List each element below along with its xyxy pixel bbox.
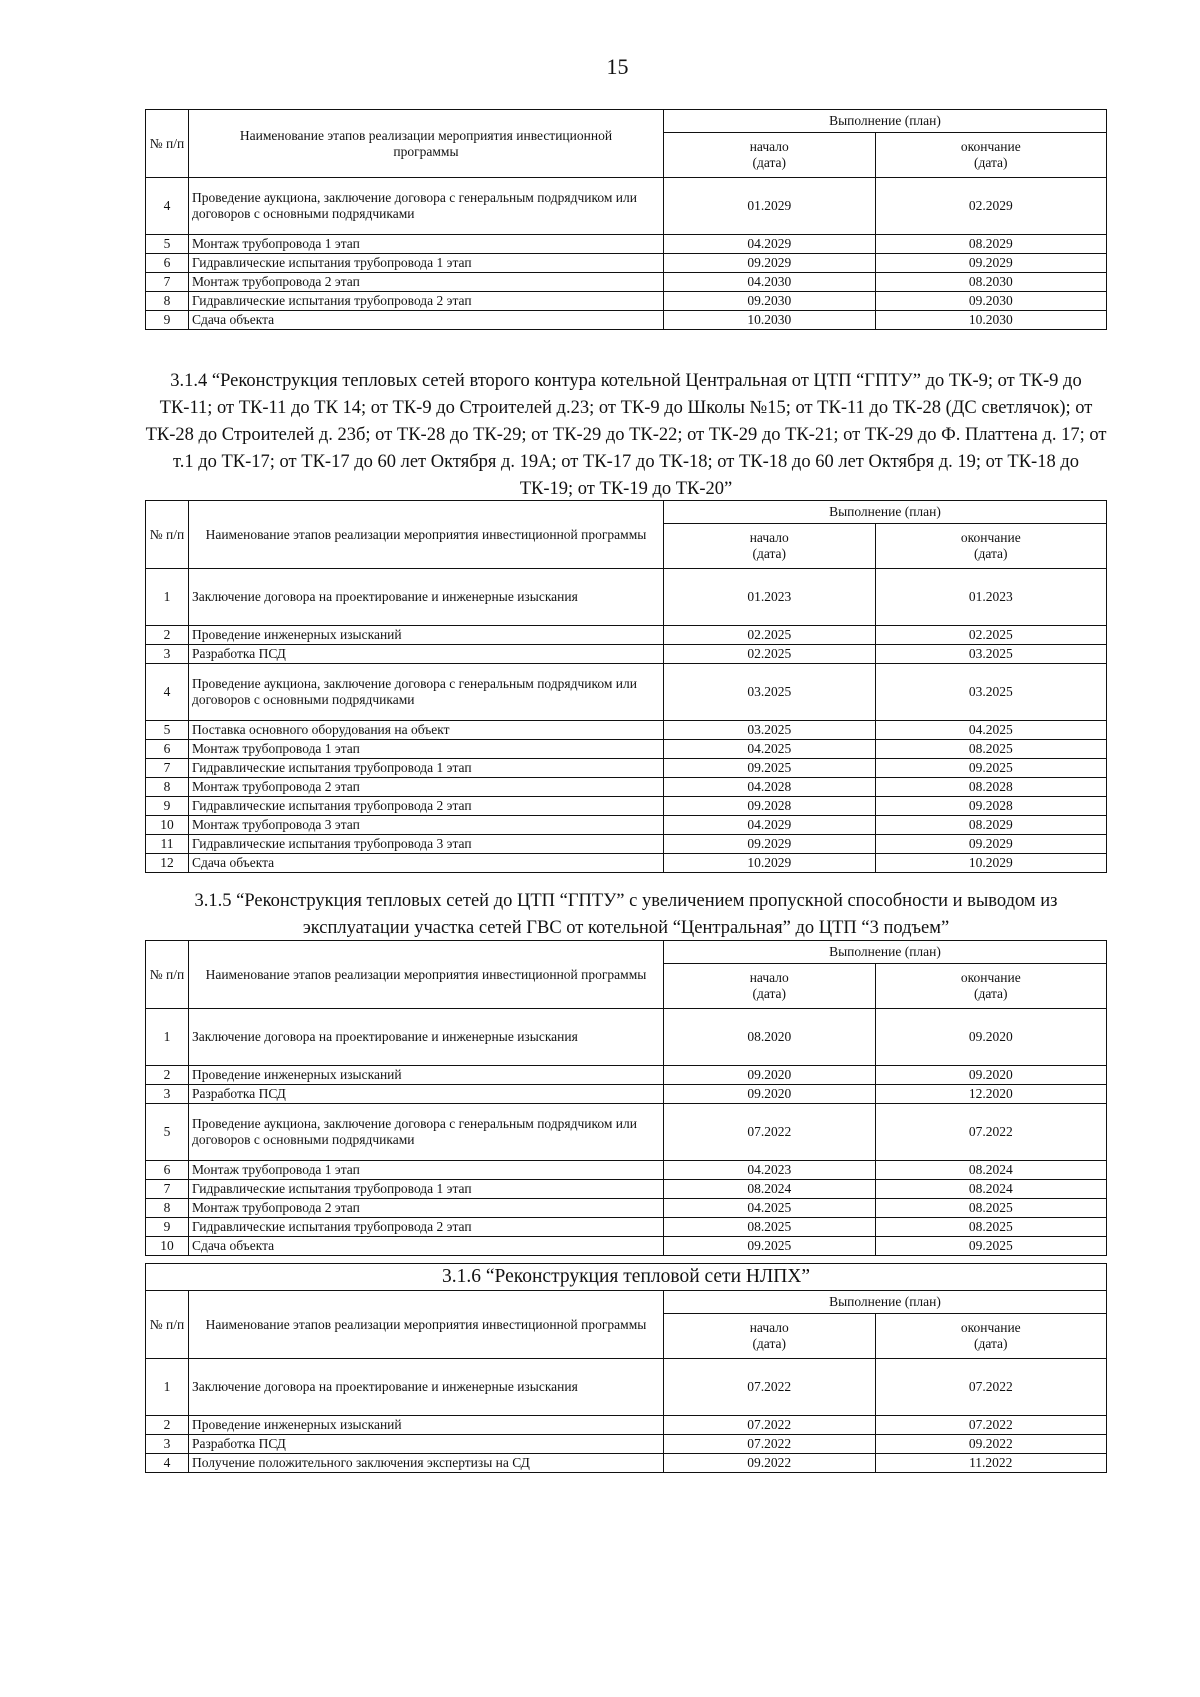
row-stage-name: Монтаж трубопровода 2 этап — [188, 1199, 663, 1218]
row-end-date: 09.2025 — [875, 759, 1106, 778]
row-start-date: 02.2025 — [663, 645, 875, 664]
header-num: № п/п — [146, 1291, 189, 1359]
row-number: 7 — [146, 1180, 189, 1199]
row-end-date: 08.2024 — [875, 1161, 1106, 1180]
header-name: Наименование этапов реализации мероприятия инвестиционной программы — [188, 501, 663, 569]
row-stage-name: Монтаж трубопровода 1 этап — [188, 235, 663, 254]
row-start-date: 09.2028 — [663, 797, 875, 816]
row-end-date: 08.2028 — [875, 778, 1106, 797]
row-start-date: 04.2028 — [663, 778, 875, 797]
row-number: 5 — [146, 235, 189, 254]
row-start-date: 08.2024 — [663, 1180, 875, 1199]
row-stage-name: Гидравлические испытания трубопровода 2 этап — [188, 1218, 663, 1237]
row-end-date: 09.2022 — [875, 1435, 1106, 1454]
row-start-date: 01.2023 — [663, 569, 875, 626]
table-row — [146, 1199, 1107, 1218]
header-start: начало (дата) — [663, 133, 875, 178]
row-start-date: 10.2030 — [663, 311, 875, 330]
row-end-date: 02.2025 — [875, 626, 1106, 645]
row-stage-name: Сдача объекта — [188, 854, 663, 873]
table-314 — [145, 500, 1107, 873]
row-number: 8 — [146, 1199, 189, 1218]
table-row — [146, 835, 1107, 854]
row-end-date: 10.2029 — [875, 854, 1106, 873]
row-number: 2 — [146, 626, 189, 645]
row-stage-name: Проведение инженерных изысканий — [188, 1066, 663, 1085]
row-start-date: 07.2022 — [663, 1435, 875, 1454]
row-end-date: 10.2030 — [875, 311, 1106, 330]
row-number: 5 — [146, 1104, 189, 1161]
row-stage-name: Заключение договора на проектирование и инженерные изыскания — [188, 569, 663, 626]
table-315 — [145, 940, 1107, 1256]
row-start-date: 10.2029 — [663, 854, 875, 873]
row-number: 4 — [146, 664, 189, 721]
row-end-date: 12.2020 — [875, 1085, 1106, 1104]
table-row — [146, 1161, 1107, 1180]
row-end-date: 07.2022 — [875, 1359, 1106, 1416]
row-end-date: 07.2022 — [875, 1104, 1106, 1161]
row-start-date: 07.2022 — [663, 1416, 875, 1435]
table-row — [146, 235, 1107, 254]
table-row — [146, 1180, 1107, 1199]
row-start-date: 04.2025 — [663, 1199, 875, 1218]
header-name: Наименование этапов реализации мероприятия инвестиционной программы — [188, 110, 663, 178]
section-315-title: 3.1.5 “Реконструкция тепловых сетей до ЦТП “ГПТУ” с увеличением пропускной способности и выводом из эксплуатации участка сетей ГВС от котельной “Центральная” до ЦТП “3 подъем” — [194, 891, 1058, 938]
table-row — [146, 1066, 1107, 1085]
row-end-date: 09.2029 — [875, 835, 1106, 854]
row-start-date: 09.2030 — [663, 292, 875, 311]
table-row — [146, 816, 1107, 835]
table-row — [146, 664, 1107, 721]
header-start: начало (дата) — [663, 964, 875, 1009]
row-stage-name: Разработка ПСД — [188, 1085, 663, 1104]
row-stage-name: Заключение договора на проектирование и инженерные изыскания — [188, 1359, 663, 1416]
header-name: Наименование этапов реализации мероприятия инвестиционной программы — [188, 941, 663, 1009]
table-row — [146, 292, 1107, 311]
table-row — [146, 626, 1107, 645]
header-num: № п/п — [146, 501, 189, 569]
table-row — [146, 1359, 1107, 1416]
row-stage-name: Проведение инженерных изысканий — [188, 626, 663, 645]
row-number: 1 — [146, 1009, 189, 1066]
row-stage-name: Монтаж трубопровода 3 этап — [188, 816, 663, 835]
header-end: окончание (дата) — [875, 1314, 1106, 1359]
row-number: 6 — [146, 740, 189, 759]
table-row — [146, 1009, 1107, 1066]
header-start: начало (дата) — [663, 1314, 875, 1359]
table-row — [146, 1104, 1107, 1161]
row-number: 12 — [146, 854, 189, 873]
row-end-date: 09.2028 — [875, 797, 1106, 816]
row-stage-name: Проведение аукциона, заключение договора с генеральным подрядчиком или договоров с основными подрядчиками — [188, 178, 663, 235]
row-start-date: 09.2025 — [663, 759, 875, 778]
row-stage-name: Гидравлические испытания трубопровода 2 этап — [188, 292, 663, 311]
row-stage-name: Разработка ПСД — [188, 1435, 663, 1454]
row-start-date: 09.2025 — [663, 1237, 875, 1256]
row-start-date: 03.2025 — [663, 721, 875, 740]
row-number: 1 — [146, 1359, 189, 1416]
header-end: окончание (дата) — [875, 964, 1106, 1009]
row-start-date: 04.2030 — [663, 273, 875, 292]
row-stage-name: Сдача объекта — [188, 311, 663, 330]
row-start-date: 07.2022 — [663, 1359, 875, 1416]
row-number: 3 — [146, 1435, 189, 1454]
row-stage-name: Проведение инженерных изысканий — [188, 1416, 663, 1435]
table-row — [146, 1435, 1107, 1454]
row-number: 9 — [146, 797, 189, 816]
table-continuation — [145, 109, 1107, 330]
row-number: 11 — [146, 835, 189, 854]
row-start-date: 09.2029 — [663, 835, 875, 854]
row-number: 2 — [146, 1416, 189, 1435]
table-row — [146, 1454, 1107, 1473]
row-end-date: 08.2029 — [875, 235, 1106, 254]
row-stage-name: Гидравлические испытания трубопровода 1 этап — [188, 759, 663, 778]
row-end-date: 08.2025 — [875, 1199, 1106, 1218]
table-row — [146, 178, 1107, 235]
header-num: № п/п — [146, 110, 189, 178]
header-exec: Выполнение (план) — [663, 501, 1106, 524]
header-name: Наименование этапов реализации мероприятия инвестиционной программы — [188, 1291, 663, 1359]
page-number: 15 — [606, 54, 629, 79]
row-start-date: 01.2029 — [663, 178, 875, 235]
table-row — [146, 797, 1107, 816]
row-start-date: 09.2020 — [663, 1085, 875, 1104]
row-number: 3 — [146, 1085, 189, 1104]
row-number: 9 — [146, 1218, 189, 1237]
row-start-date: 09.2020 — [663, 1066, 875, 1085]
row-number: 8 — [146, 292, 189, 311]
table-row — [146, 1218, 1107, 1237]
row-start-date: 07.2022 — [663, 1104, 875, 1161]
row-end-date: 08.2025 — [875, 740, 1106, 759]
row-end-date: 09.2029 — [875, 254, 1106, 273]
row-end-date: 09.2020 — [875, 1009, 1106, 1066]
row-number: 10 — [146, 1237, 189, 1256]
row-stage-name: Разработка ПСД — [188, 645, 663, 664]
row-number: 3 — [146, 645, 189, 664]
row-start-date: 08.2020 — [663, 1009, 875, 1066]
row-number: 2 — [146, 1066, 189, 1085]
table-row — [146, 721, 1107, 740]
row-start-date: 04.2023 — [663, 1161, 875, 1180]
row-end-date: 08.2024 — [875, 1180, 1106, 1199]
table-row — [146, 569, 1107, 626]
row-end-date: 11.2022 — [875, 1454, 1106, 1473]
row-stage-name: Монтаж трубопровода 1 этап — [188, 740, 663, 759]
header-end: окончание (дата) — [875, 524, 1106, 569]
row-number: 4 — [146, 1454, 189, 1473]
row-end-date: 09.2030 — [875, 292, 1106, 311]
row-number: 6 — [146, 254, 189, 273]
table-row — [146, 273, 1107, 292]
table-row — [146, 854, 1107, 873]
row-number: 9 — [146, 311, 189, 330]
table-row — [146, 759, 1107, 778]
row-end-date: 07.2022 — [875, 1416, 1106, 1435]
row-stage-name: Проведение аукциона, заключение договора с генеральным подрядчиком или договоров с основными подрядчиками — [188, 664, 663, 721]
row-stage-name: Заключение договора на проектирование и инженерные изыскания — [188, 1009, 663, 1066]
table-316 — [145, 1263, 1107, 1473]
header-exec: Выполнение (план) — [663, 1291, 1106, 1314]
row-start-date: 08.2025 — [663, 1218, 875, 1237]
row-number: 5 — [146, 721, 189, 740]
table-row — [146, 311, 1107, 330]
row-number: 1 — [146, 569, 189, 626]
section-316-title: 3.1.6 “Реконструкция тепловой сети НЛПХ” — [146, 1264, 1107, 1291]
section-314-title: 3.1.4 “Реконструкция тепловых сетей второго контура котельной Центральная от ЦТП “ГПТУ” до ТК-9; от ТК-9 до ТК-11; от ТК-11 до ТК 14; от ТК-9 до Строителей д.23; от ТК-9 до Школы №15; от ТК-11 до ТК-28 (ДС светлячок); от ТК-28 до Строителей д. 23б; от ТК-28 до ТК-29; от ТК-29 до ТК-22; от ТК-29 до ТК-21; от ТК-29 до Ф. Платтена д. 17; от т.1 до ТК-17; от ТК-17 до 60 лет Октября д. 19А; от ТК-17 до ТК-18; от ТК-18 до 60 лет Октября д. 19; от ТК-18 до ТК-19; от ТК-19 до ТК-20” — [145, 371, 1107, 499]
header-exec: Выполнение (план) — [663, 941, 1106, 964]
row-number: 10 — [146, 816, 189, 835]
row-end-date: 08.2025 — [875, 1218, 1106, 1237]
row-number: 7 — [146, 759, 189, 778]
table-row — [146, 1237, 1107, 1256]
row-start-date: 02.2025 — [663, 626, 875, 645]
row-stage-name: Сдача объекта — [188, 1237, 663, 1256]
header-end: окончание (дата) — [875, 133, 1106, 178]
row-stage-name: Гидравлические испытания трубопровода 1 этап — [188, 1180, 663, 1199]
row-end-date: 03.2025 — [875, 664, 1106, 721]
row-end-date: 08.2029 — [875, 816, 1106, 835]
row-number: 4 — [146, 178, 189, 235]
row-start-date: 04.2025 — [663, 740, 875, 759]
table-row — [146, 740, 1107, 759]
table-row — [146, 1416, 1107, 1435]
row-stage-name: Получение положительного заключения экспертизы на СД — [188, 1454, 663, 1473]
header-start: начало (дата) — [663, 524, 875, 569]
row-start-date: 04.2029 — [663, 816, 875, 835]
table-row — [146, 1085, 1107, 1104]
row-start-date: 09.2022 — [663, 1454, 875, 1473]
row-number: 6 — [146, 1161, 189, 1180]
row-stage-name: Монтаж трубопровода 2 этап — [188, 778, 663, 797]
row-stage-name: Монтаж трубопровода 2 этап — [188, 273, 663, 292]
row-number: 8 — [146, 778, 189, 797]
row-end-date: 09.2020 — [875, 1066, 1106, 1085]
header-num: № п/п — [146, 941, 189, 1009]
row-end-date: 03.2025 — [875, 645, 1106, 664]
row-stage-name: Гидравлические испытания трубопровода 2 этап — [188, 797, 663, 816]
row-start-date: 03.2025 — [663, 664, 875, 721]
table-row — [146, 778, 1107, 797]
table-row — [146, 254, 1107, 273]
row-start-date: 09.2029 — [663, 254, 875, 273]
row-end-date: 09.2025 — [875, 1237, 1106, 1256]
row-end-date: 04.2025 — [875, 721, 1106, 740]
row-stage-name: Гидравлические испытания трубопровода 1 этап — [188, 254, 663, 273]
row-end-date: 02.2029 — [875, 178, 1106, 235]
row-stage-name: Гидравлические испытания трубопровода 3 этап — [188, 835, 663, 854]
row-number: 7 — [146, 273, 189, 292]
row-stage-name: Проведение аукциона, заключение договора с генеральным подрядчиком или договоров с основными подрядчиками — [188, 1104, 663, 1161]
row-end-date: 08.2030 — [875, 273, 1106, 292]
row-start-date: 04.2029 — [663, 235, 875, 254]
header-exec: Выполнение (план) — [663, 110, 1106, 133]
row-stage-name: Поставка основного оборудования на объект — [188, 721, 663, 740]
table-row — [146, 645, 1107, 664]
row-end-date: 01.2023 — [875, 569, 1106, 626]
row-stage-name: Монтаж трубопровода 1 этап — [188, 1161, 663, 1180]
